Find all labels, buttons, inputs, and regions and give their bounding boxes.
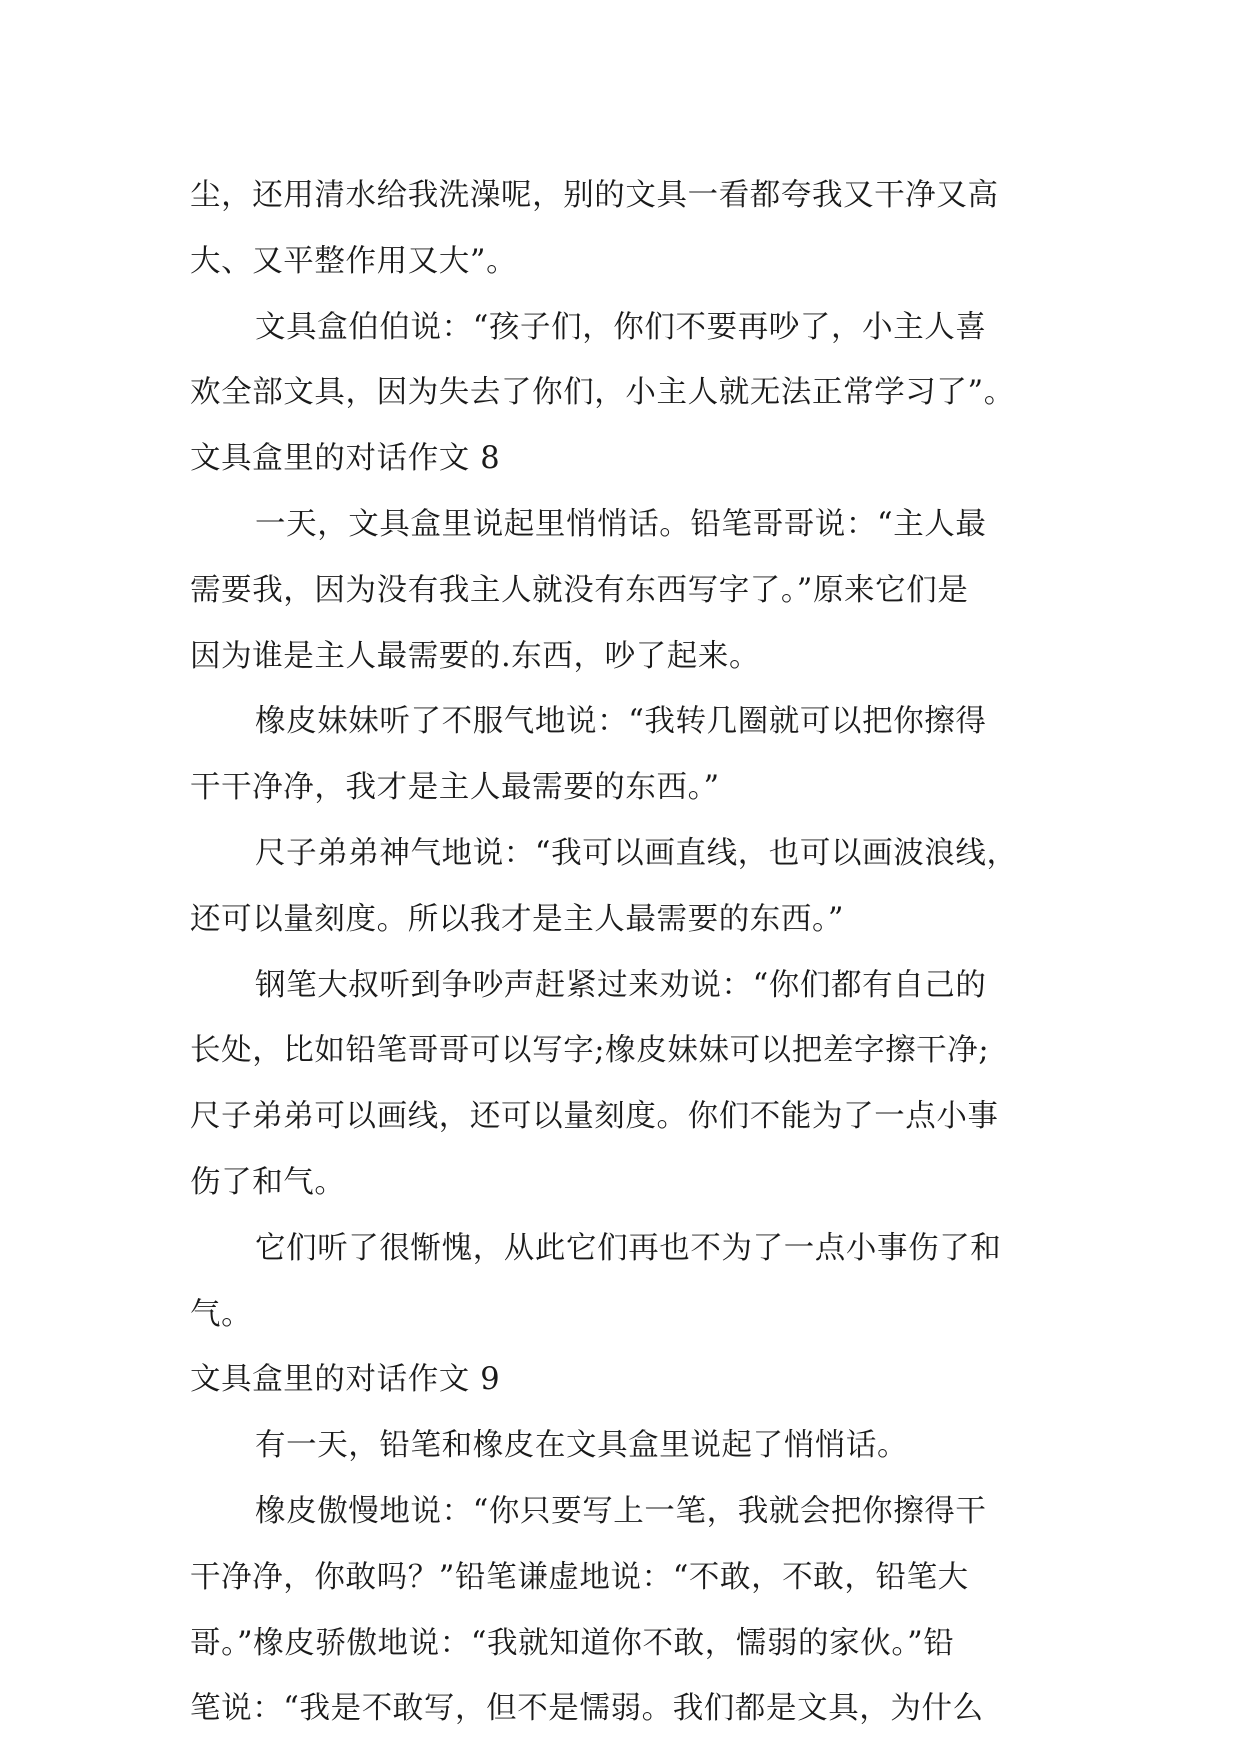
paragraph-first-line: 文具盒伯伯说：“孩子们，你们不要再吵了，小主人喜 [255, 309, 987, 345]
paragraph-first-line: 一天，文具盒里说起里悄悄话。铅笔哥哥说：“主人最 [255, 506, 987, 542]
paragraph-first-line: 钢笔大叔听到争吵声赶紧过来劝说：“你们都有自己的 [255, 967, 987, 1003]
paragraph-first-line: 尺子弟弟神气地说：“我可以画直线，也可以画波浪线， [255, 835, 1018, 871]
text-line: 还可以量刻度。所以我才是主人最需要的东西。” [190, 901, 845, 937]
paragraph-first-line: 它们听了很惭愧，从此它们再也不为了一点小事伤了和 [255, 1230, 1002, 1266]
text-line: 气。 [190, 1296, 253, 1332]
text-line: 因为谁是主人最需要的.东西，吵了起来。 [190, 638, 761, 674]
text-line: 大、又平整作用又大”。 [190, 243, 518, 279]
text-line: 哥。”橡皮骄傲地说：“我就知道你不敢，懦弱的家伙。”铅 [190, 1625, 955, 1661]
text-line: 欢全部文具，因为失去了你们，小主人就无法正常学习了”。 [190, 375, 1015, 411]
section-heading: 文具盒里的对话作文 9 [190, 1362, 501, 1398]
text-line: 笔说：“我是不敢写，但不是懦弱。我们都是文具，为什么 [190, 1691, 984, 1727]
section-heading: 文具盒里的对话作文 8 [190, 441, 501, 477]
paragraph-first-line: 有一天，铅笔和橡皮在文具盒里说起了悄悄话。 [255, 1428, 909, 1464]
text-line: 尺子弟弟可以画线，还可以量刻度。你们不能为了一点小事 [190, 1099, 999, 1135]
text-line: 干干净净，我才是主人最需要的东西。” [190, 770, 720, 806]
paragraph-first-line: 橡皮妹妹听了不服气地说：“我转几圈就可以把你擦得 [255, 704, 987, 740]
text-line: 干净净，你敢吗？”铅笔谦虚地说：“不敢，不敢，铅笔大 [190, 1559, 969, 1595]
document-page [190, 163, 1052, 1742]
paragraph-first-line: 橡皮傲慢地说：“你只要写上一笔，我就会把你擦得干 [255, 1493, 987, 1529]
text-line: 需要我，因为没有我主人就没有东西写字了。”原来它们是 [190, 572, 969, 608]
text-line: 长处，比如铅笔哥哥可以写字;橡皮妹妹可以把差字擦干净; [190, 1033, 990, 1069]
text-line: 伤了和气。 [190, 1164, 346, 1200]
text-line: 尘，还用清水给我洗澡呢，别的文具一看都夸我又干净又高 [190, 178, 999, 213]
